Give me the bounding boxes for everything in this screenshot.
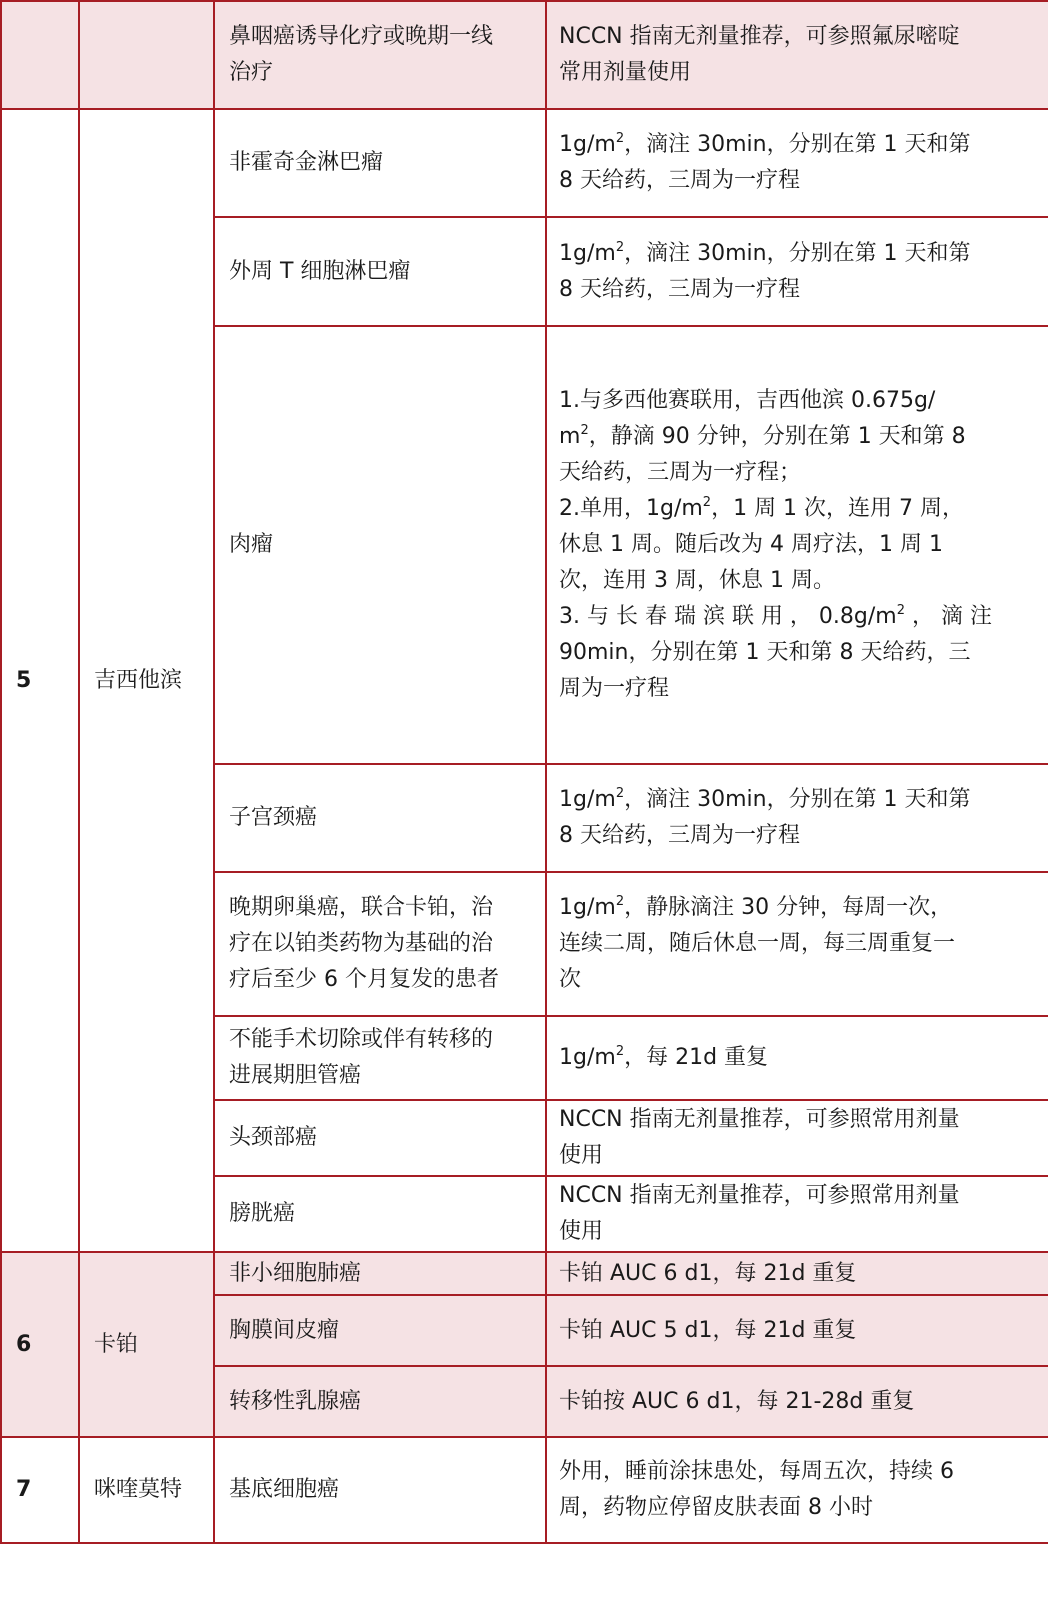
indication-cell (214, 872, 546, 1016)
dosage-line: 次 (559, 967, 582, 992)
indication-cell (214, 1437, 546, 1543)
dosage-line: 卡铂按 AUC 6 d1，每 21-28d 重复 (559, 1388, 915, 1414)
dosage-line: 2.单用，$1g/m^2$，1 周 1 次，连用 7 周， (559, 495, 965, 521)
dosage-line: 使用 (559, 1219, 604, 1244)
table-row (1, 109, 1048, 217)
dosage-cell (546, 1437, 1048, 1543)
dosage-line: $1g/m^2$，滴注 30min，分别在第 1 天和第 (559, 786, 971, 812)
dosage-line: NCCN 指南无剂量推荐，可参照氟尿嘧啶 (559, 24, 960, 49)
indication-line: 转移性乳腺癌 (229, 1388, 362, 1414)
dosage-line: 天给药，三周为一疗程； (559, 460, 802, 485)
dosage-line: 常用剂量使用 (559, 60, 692, 85)
row-number: 6 (1, 1252, 79, 1437)
indication-cell (214, 1016, 546, 1100)
indication-line: 疗后至少 6 个月复发的患者 (229, 967, 499, 992)
indication-line: 头颈部癌 (229, 1125, 318, 1150)
dosage-line: $1g/m^2$，每 21d 重复 (559, 1044, 769, 1070)
row-number: 7 (1, 1437, 79, 1543)
dosage-line: 8 天给药，三周为一疗程 (559, 276, 800, 302)
table-row (1, 1252, 1048, 1295)
indication-line: 非霍奇金淋巴瘤 (229, 150, 384, 175)
dosage-line: 外用，睡前涂抹患处，每周五次，持续 6 (559, 1459, 954, 1484)
indication-line: 非小细胞肺癌 (229, 1260, 362, 1286)
table-row (1, 1437, 1048, 1543)
indication-line: 鼻咽癌诱导化疗或晚期一线 (229, 24, 494, 49)
indication-cell (214, 217, 546, 326)
drug-name: 咪喹莫特 (79, 1437, 214, 1543)
dosage-cell (546, 1016, 1048, 1100)
dosage-line: 周为一疗程 (559, 676, 670, 701)
dosage-cell (546, 1100, 1048, 1176)
indication-line: 治疗 (229, 60, 274, 85)
indication-cell (214, 326, 546, 764)
dosage-cell (546, 1295, 1048, 1366)
dosage-line: $m^2$，静滴 90 分钟，分别在第 1 天和第 8 (559, 423, 966, 449)
dosage-line: NCCN 指南无剂量推荐，可参照常用剂量 (559, 1107, 960, 1132)
dosage-line: NCCN 指南无剂量推荐，可参照常用剂量 (559, 1183, 960, 1208)
dosage-line: $1g/m^2$，静脉滴注 30 分钟，每周一次， (559, 894, 953, 920)
indication-cell (214, 1, 546, 109)
dosage-line: 卡铂 AUC 5 d1，每 21d 重复 (559, 1317, 857, 1343)
dosage-line: 8 天给药，三周为一疗程 (559, 823, 800, 848)
dosage-cell (546, 109, 1048, 217)
dosage-cell (546, 764, 1048, 872)
dosage-cell (546, 872, 1048, 1016)
indication-line: 疗在以铂类药物为基础的治 (229, 931, 494, 956)
drug-name (79, 1, 214, 109)
dosage-line: $1g/m^2$，滴注 30min，分别在第 1 天和第 (559, 131, 971, 157)
indication-cell (214, 109, 546, 217)
indication-line: 胸膜间皮瘤 (229, 1317, 340, 1343)
dosage-line: 连续二周，随后休息一周，每三周重复一 (559, 931, 956, 956)
dosage-cell (546, 217, 1048, 326)
indication-line: 进展期胆管癌 (229, 1063, 362, 1088)
indication-line: 基底细胞癌 (229, 1477, 340, 1502)
dosage-cell (546, 1176, 1048, 1252)
dosage-line: 使用 (559, 1143, 604, 1168)
dosage-cell (546, 1, 1048, 109)
dosage-cell (546, 1252, 1048, 1295)
indication-line: 不能手术切除或伴有转移的 (229, 1027, 494, 1052)
indication-cell (214, 1100, 546, 1176)
dosage-line: 3. 与 长 春 瑞 滨 联 用 ， $0.8g/m^2$ ， 滴 注 (559, 603, 992, 629)
row-number: 5 (1, 109, 79, 1252)
indication-cell (214, 1295, 546, 1366)
dosage-cell (546, 326, 1048, 764)
indication-line: 外周 T 细胞淋巴瘤 (229, 258, 411, 284)
dosage-line: 次，连用 3 周，休息 1 周。 (559, 568, 835, 593)
indication-line: 子宫颈癌 (229, 805, 318, 830)
dosage-line: 90min，分别在第 1 天和第 8 天给药，三 (559, 640, 971, 665)
drug-name: 卡铂 (79, 1252, 214, 1437)
dosage-cell (546, 1366, 1048, 1437)
indication-cell (214, 1366, 546, 1437)
indication-line: 肉瘤 (229, 532, 274, 557)
drug-name: 吉西他滨 (79, 109, 214, 1252)
indication-line: 晚期卵巢癌，联合卡铂，治 (229, 895, 494, 920)
indication-cell (214, 764, 546, 872)
indication-cell (214, 1176, 546, 1252)
dosage-line: 周，药物应停留皮肤表面 8 小时 (559, 1495, 873, 1520)
dosage-line: 卡铂 AUC 6 d1，每 21d 重复 (559, 1260, 857, 1286)
row-number (1, 1, 79, 109)
dosage-line: 休息 1 周。随后改为 4 周疗法，1 周 1 (559, 532, 943, 557)
dosage-line: $1g/m^2$，滴注 30min，分别在第 1 天和第 (559, 239, 971, 266)
dosage-line: 1.与多西他赛联用，吉西他滨 0.675g/ (559, 388, 936, 413)
dosage-line: 8 天给药，三周为一疗程 (559, 168, 800, 193)
indication-line: 膀胱癌 (229, 1201, 296, 1226)
indication-cell (214, 1252, 546, 1295)
table-row (1, 1, 1048, 109)
